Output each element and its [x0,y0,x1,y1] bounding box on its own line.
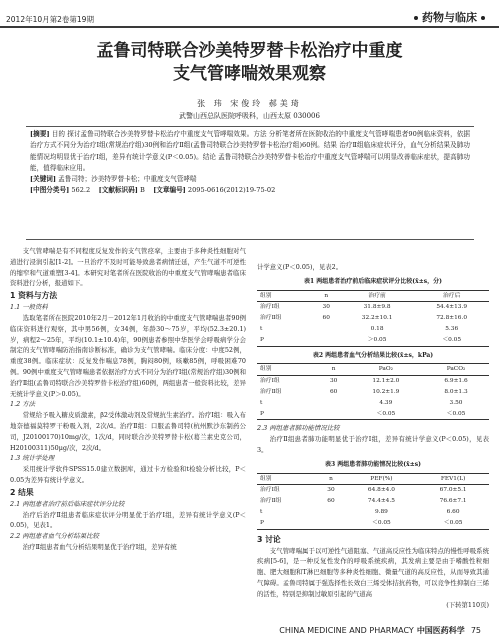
abstract-box [26,126,474,240]
column-label: 药物与临床 [422,11,477,24]
table-cell: FEV1(L) [417,473,489,485]
table-cell: 治疗Ⅰ组 [260,378,280,385]
table-cell: t [260,508,263,515]
authors: 张 玮 宋俊玲 郝美琦 [197,99,302,108]
table-cell [319,398,349,409]
table-cell: 30 [322,304,330,311]
table-cell: 60 [327,498,335,505]
table-cell: 74.4±4.5 [367,498,395,505]
table-cell: 67.0±5.1 [439,487,467,494]
table-cell: 30 [327,487,335,494]
table-cell: ＜0.05 [414,335,489,346]
page-number: 75 [470,626,481,635]
table-row [257,324,489,335]
table-cell: n [313,290,340,302]
table-cell: 64.8±4.0 [367,487,395,494]
table-cell: ＜0.05 [346,518,418,529]
abstract-text: [摘要] 目的 探讨孟鲁司特联合沙美特罗替卡松治疗中重度支气管哮喘效果。方法 分析笔者所在医院收治的中重度支气管哮喘患者90例临床资料，依据治疗方式不同分为治疗Ⅰ组(常规治疗组)30例和治疗Ⅱ组(孟鲁司特联合沙美特罗替卡松治疗组)60例。结果 治疗Ⅱ组临床症状评分，血气分析结果及肺功能情况均明显优于治疗Ⅰ组，差异有统计学意义(P＜0.05)。结论 孟鲁司特联合沙美特罗替卡松治疗中重度支气管哮喘可以明显改善临床症状，提高肺功能，值得临床应用。 [30,130,470,172]
table-cell: 54.4±13.9 [436,304,468,311]
table-cell: 治疗Ⅰ组 [260,304,280,311]
column-name [410,9,489,25]
table-cell: 30 [329,378,338,385]
table-cell [316,518,345,529]
table-cell: ＜0.05 [349,409,423,420]
table-cell: 8.0±1.3 [444,388,468,395]
table-cell [316,507,345,518]
table2 [257,363,489,420]
table-cell: 32.2±10.1 [361,315,393,322]
table-header-row [257,364,489,376]
table-cell: 6.9±1.6 [444,378,468,385]
table-cell: 5.36 [445,325,459,332]
table-cell: P [257,335,313,346]
subsection-heading: 1.2 方法 [10,400,35,409]
table-cell: t [260,325,263,332]
table-cell: P [257,518,316,529]
table1 [257,290,489,347]
table-cell: 76.6±7.1 [439,498,467,505]
table1-caption: 表1 两组患者治疗前后临床症状评分比较(x̄±s，分) [304,277,442,285]
right-column [257,262,489,610]
table-cell: ＜0.05 [417,518,489,529]
table-cell [313,335,340,346]
general-data-paragraph: 选取笔者所在医院2010年2月－2012年1月收治的中重度支气管哮喘患者90例临床资料进行观察，其中男56例，女34例，年龄30～75岁，平均(52.3±20.1)岁，病程2～25年，平均(10.1±10.4)年，90例患者参照中华医学会呼吸病学分会制定的支气管哮喘防治指南诊断标准，确诊为支气管哮喘。临床分度：中度52例，重度38例。临床症状：反复发作喘息78例，胸闷80例，咳嗽85例，呼吸困难70例。90例中重度支气管哮喘患者依据治疗方式不同分为治疗Ⅰ组(常规治疗组)30例和治疗Ⅱ组(孟鲁司特联合沙美特罗替卡松治疗组)60例，两组患者一般资料比较，差异无统计学意义(P＞0.05)。 [10,313,246,398]
table-row [257,302,489,313]
table-cell: ＜0.05 [423,409,489,420]
discussion-paragraph: 支气管哮喘属于以可逆性气道阻塞、气道高反应性为临床特点的慢性呼吸系统疾病[5-6]，是一种反复性发作的呼吸系统疾病，其发病主要是由于嗜酸性粒细胞、肥大细胞和T淋巴细胞等多种炎性细胞、微量气道的高反应性，从而导致其通气障碍。孟鲁司特属于强选择性长效白三烯受体拮抗药物，可以竞争性抑制白三烯的活性，特别是抑制过敏原引起的气道高 [257,546,489,598]
table-row [257,376,489,387]
left-column [10,246,246,553]
article-title-line1: 孟鲁司特联合沙美特罗替卡松治疗中重度 [96,41,403,61]
journal-name-cn: 中国医药科学 [416,626,465,635]
article-title-line2: 支气管哮喘效果观察 [173,64,326,84]
table-cell: 组别 [257,290,313,302]
section-heading: 2 结果 [10,487,34,497]
table-cell: ＞0.05 [340,335,415,346]
statistics-paragraph: 采用统计学软件SPSS15.0建立数据库，通过卡方检验和t检验分析比较，P＜0.05为差异有统计学意义。 [10,465,246,484]
table-cell: 4.39 [379,399,393,406]
table-row [257,496,489,507]
table-cell: 治疗Ⅱ组 [260,388,282,395]
table-row [257,387,489,398]
table-cell [313,324,340,335]
result-paragraph: 治疗Ⅱ组患者肺功能明显优于治疗Ⅰ组，差异有统计学意义(P＜0.05)，见表3。 [257,435,489,454]
table-cell: 6.60 [446,508,460,515]
table-cell: n [316,473,345,485]
table-cell: 10.2±1.9 [372,388,400,395]
subsection-heading: 2.2 两组患者血气分析结果比较 [10,532,99,541]
journal-name-en: CHINA MEDICINE AND PHARMACY [279,626,414,635]
table-row [257,313,489,324]
result-paragraph: 治疗后治疗Ⅱ组患者临床症状评分明显优于治疗Ⅰ组，差异有统计学意义(P＜0.05)，见表1。 [10,510,246,530]
classification: [中图分类号] 562.2 [文献标识码] B [文章编号] 2095-0616(2012)19-75-02 [30,186,276,195]
table-header-row [257,473,489,485]
table-cell: PaO₂ [349,364,423,376]
table-cell: 0.18 [370,325,384,332]
table-cell: 治疗Ⅰ组 [260,487,280,494]
keywords: [关键词] 孟鲁司特；沙美特罗替卡松；中重度支气管哮喘 [30,175,197,184]
table-cell: 3.50 [449,399,463,406]
table-cell: 治疗Ⅱ组 [260,498,282,505]
bullet-icon [414,16,418,20]
affiliation: 武警山西总队医院呼吸科，山西太原 030006 [179,112,320,120]
section-heading: 1 资料与方法 [10,291,58,301]
continued-note: (下转第110页) [446,600,489,609]
table-row [257,398,489,409]
page-footer [0,625,499,636]
table-row [257,485,489,496]
table-row [257,335,489,346]
intro-paragraph: 支气管哮喘是有不同程度反复发作的支气管痉挛，主要由于多种炎性细胞对气道进行浸润引起[1-2]。一旦治疗不及时可能导致患者病情迁延，产生气道不可逆性的缩窄和气道重塑[3-4]。本研究对笔者所在医院收治的中重度支气管哮喘患者临床资料进行分析，报道如下。 [10,247,246,288]
table-row [257,507,489,518]
table-cell: 60 [329,388,338,395]
table-cell: 治疗后 [414,290,489,302]
subsection-heading: 1.3 统计学处理 [10,454,55,463]
table-cell: PaCO₂ [423,364,489,376]
table-cell: 组别 [257,473,316,485]
table-row [257,518,489,529]
table3-caption: 表3 两组患者肺功能情况比较(x̄±s) [325,460,421,468]
table-cell: 组别 [257,364,319,376]
section-heading: 3 讨论 [257,534,281,544]
table-cell [319,409,349,420]
table-cell: P [257,409,319,420]
subsection-heading: 1.1 一般资料 [10,303,48,312]
table-row [257,409,489,420]
table-cell: 12.1±2.0 [372,378,400,385]
table-cell: 72.8±16.0 [436,315,468,322]
table-cell: 31.8±9.8 [363,304,391,311]
table3 [257,473,489,530]
subsection-heading: 2.1 两组患者治疗前后临床症状评分比较 [10,499,125,508]
table-cell: PEF(%) [346,473,418,485]
subsection-heading: 2.3 两组患者肺功能情况比较 [257,424,340,433]
issue-info: 2012年10月第2卷第19期 [6,15,94,24]
header-rule [0,26,499,28]
table-cell: t [260,399,263,406]
table-cell: 治疗Ⅱ组 [260,315,282,322]
table-cell: n [319,364,349,376]
table-cell: 60 [322,315,330,322]
table2-caption: 表2 两组患者血气分析结果比较(x̄±s，kPa) [312,351,434,359]
table-cell: 9.89 [374,508,388,515]
result-paragraph: 治疗Ⅱ组患者血气分析结果明显优于治疗Ⅰ组，差异有统 [22,542,177,551]
table-cell: 治疗前 [340,290,415,302]
bullet-icon [481,16,485,20]
method-paragraph: 常规给予吸入糖皮质激素，β2受体激动剂及常规抗生素治疗。治疗Ⅰ组：吸入布地奈德福莫特罗干粉吸入剂，2次/d。治疗Ⅱ组：口服孟鲁司特(杭州默沙东制药公司，J20100170)10mg/次，1次/d，同时联合沙美特罗替卡松(葛兰素史克公司，H20100311)50μg/次，2次/d。 [10,411,246,452]
table-header-row [257,290,489,302]
continued-text: 计学意义(P＜0.05)，见表2。 [257,263,343,271]
